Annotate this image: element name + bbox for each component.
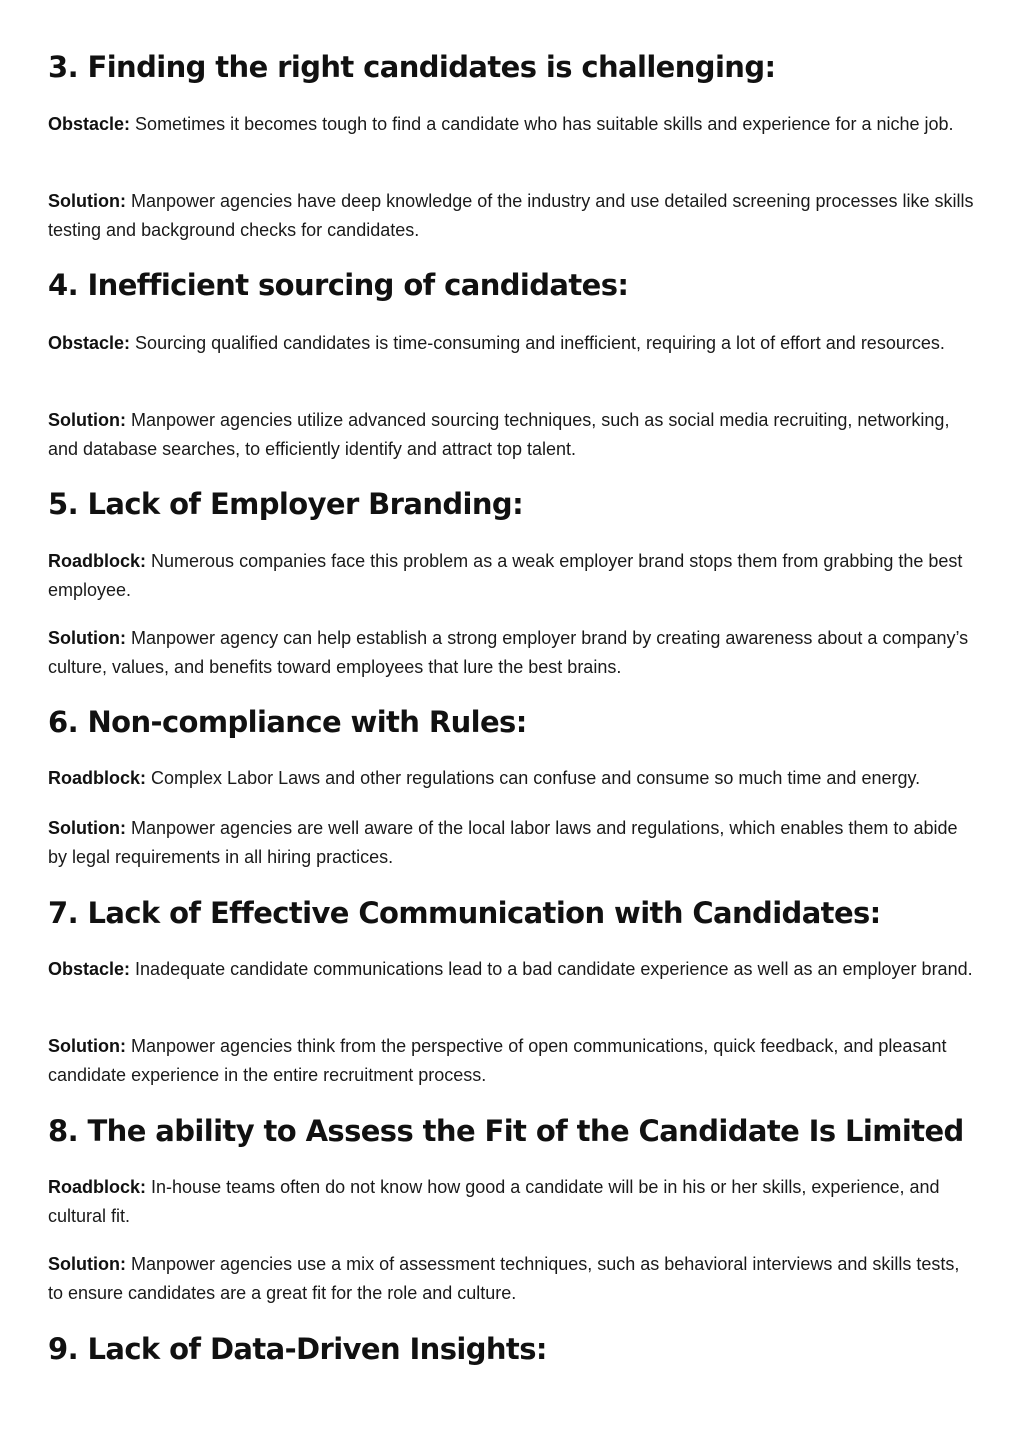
solution-paragraph	[48, 1032, 978, 1090]
solution-paragraph	[48, 406, 978, 464]
solution-paragraph	[48, 1250, 978, 1308]
solution-paragraph	[48, 624, 978, 682]
paragraph-label: Solution:	[48, 191, 126, 211]
paragraph-text: Numerous companies face this problem as a weak employer brand stops them from grabbing the best employee.	[48, 551, 963, 600]
obstacle-paragraph	[48, 955, 978, 984]
paragraph-label: Solution:	[48, 818, 126, 838]
paragraph-text: Inadequate candidate communications lead to a bad candidate experience as well as an employer brand.	[135, 959, 973, 979]
section-heading-5: 5. Lack of Employer Branding:	[48, 487, 524, 521]
paragraph-label: Roadblock:	[48, 768, 147, 788]
section-heading-6: 6. Non-compliance with Rules:	[48, 705, 527, 739]
paragraph-label: Obstacle:	[48, 959, 131, 979]
paragraph-label: Obstacle:	[48, 114, 131, 134]
section-heading-4: 4. Inefficient sourcing of candidates:	[48, 268, 629, 302]
paragraph-text: Complex Labor Laws and other regulations can confuse and consume so much time and energy.	[151, 768, 921, 788]
roadblock-paragraph	[48, 1173, 978, 1231]
solution-paragraph	[48, 814, 978, 872]
paragraph-label: Roadblock:	[48, 551, 147, 571]
paragraph-text: Manpower agencies utilize advanced sourcing techniques, such as social media recruiting, networking, and database searches, to efficiently identify and attract top talent.	[48, 410, 950, 459]
paragraph-text: In-house teams often do not know how good a candidate will be in his or her skills, experience, and cultural fit.	[48, 1177, 940, 1226]
paragraph-label: Solution:	[48, 1036, 126, 1056]
section-heading-3: 3. Finding the right candidates is challenging:	[48, 50, 776, 84]
roadblock-paragraph	[48, 547, 978, 605]
paragraph-label: Solution:	[48, 628, 126, 648]
paragraph-text: Manpower agencies are well aware of the local labor laws and regulations, which enables them to abide by legal requirements in all hiring practices.	[48, 818, 958, 867]
roadblock-paragraph	[48, 764, 978, 793]
obstacle-paragraph	[48, 110, 978, 139]
section-heading-9: 9. Lack of Data-Driven Insights:	[48, 1332, 547, 1366]
paragraph-text: Sourcing qualified candidates is time-consuming and inefficient, requiring a lot of effort and resources.	[135, 333, 945, 353]
section-heading-8: 8. The ability to Assess the Fit of the Candidate Is Limited	[48, 1114, 964, 1148]
section-heading-7: 7. Lack of Effective Communication with Candidates:	[48, 896, 881, 930]
solution-paragraph	[48, 187, 978, 245]
obstacle-paragraph	[48, 329, 978, 358]
paragraph-label: Solution:	[48, 1254, 126, 1274]
paragraph-text: Manpower agencies think from the perspective of open communications, quick feedback, and pleasant candidate experience in the entire recruitment process.	[48, 1036, 947, 1085]
paragraph-text: Manpower agency can help establish a strong employer brand by creating awareness about a company’s culture, values, and benefits toward employees that lure the best brains.	[48, 628, 969, 677]
paragraph-label: Roadblock:	[48, 1177, 147, 1197]
paragraph-label: Solution:	[48, 410, 126, 430]
paragraph-text: Manpower agencies use a mix of assessment techniques, such as behavioral interviews and skills tests, to ensure candidates are a great fit for the role and culture.	[48, 1254, 960, 1303]
paragraph-text: Sometimes it becomes tough to find a candidate who has suitable skills and experience for a niche job.	[135, 114, 954, 134]
paragraph-label: Obstacle:	[48, 333, 131, 353]
paragraph-text: Manpower agencies have deep knowledge of the industry and use detailed screening processes like skills testing and background checks for candidates.	[48, 191, 974, 240]
